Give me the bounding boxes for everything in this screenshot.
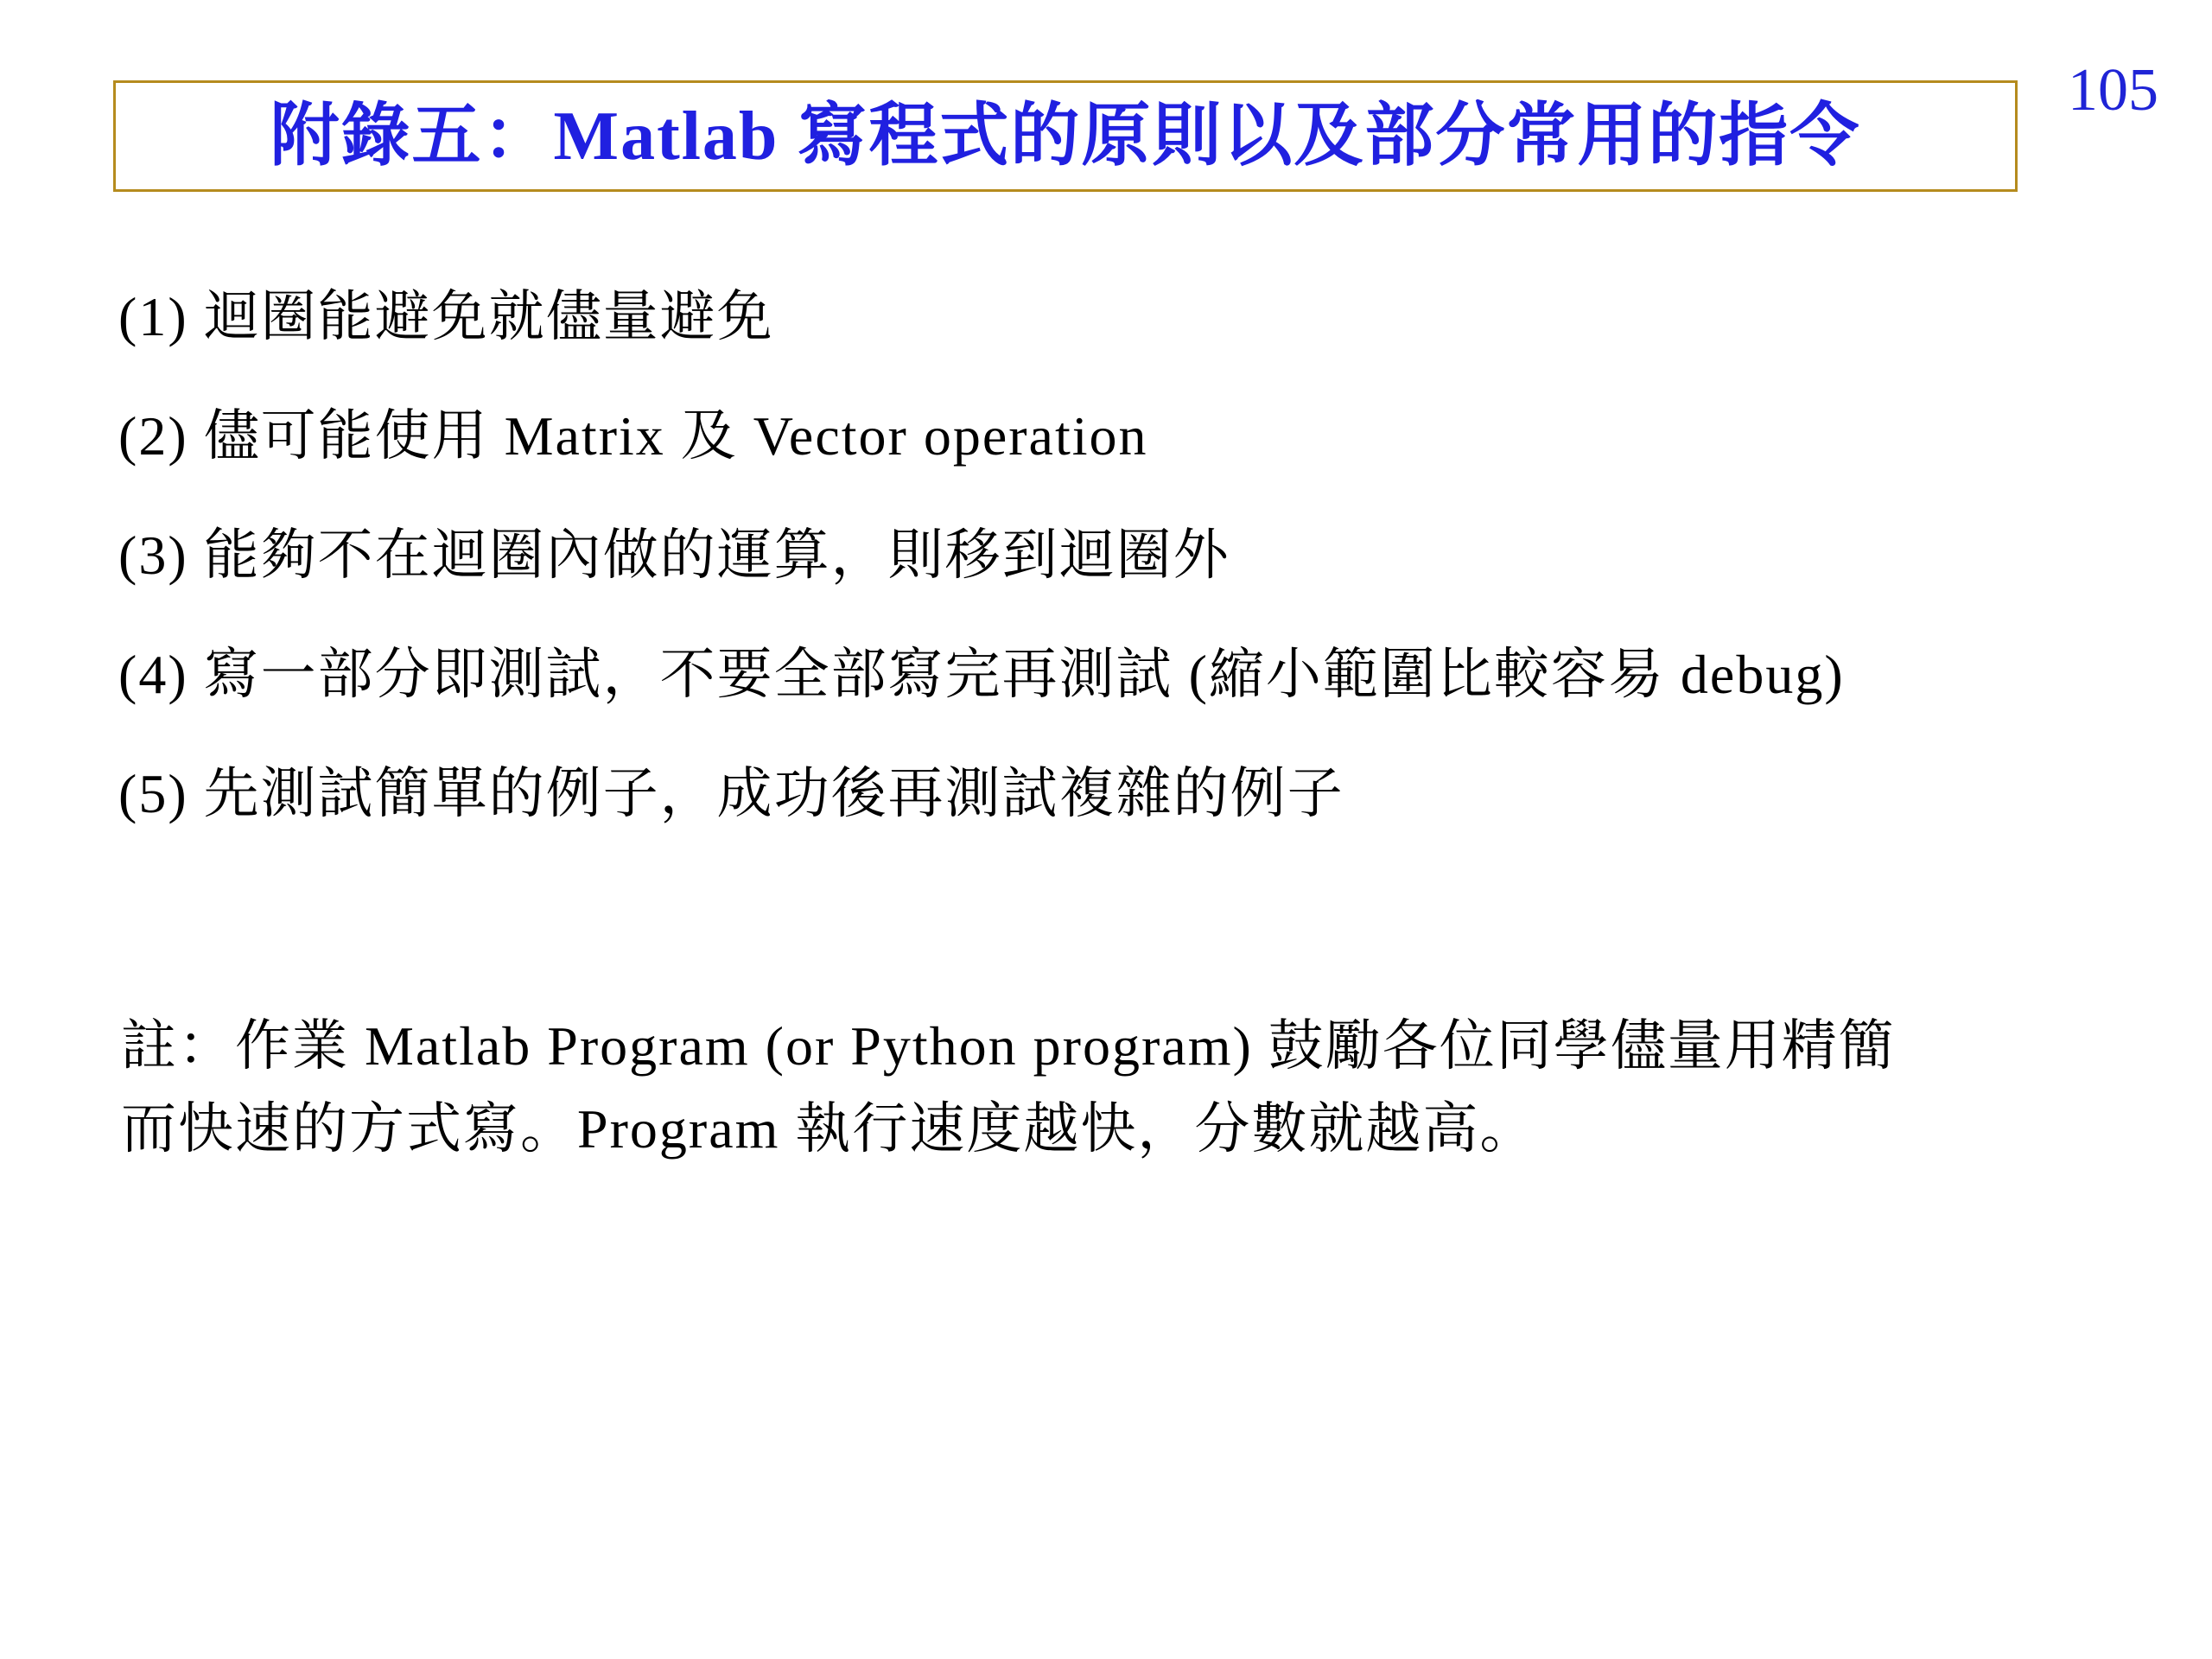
note [121, 1005, 2048, 1171]
rule-item-4: (4) 寫一部分即測試，不要全部寫完再測試 (縮小範圍比較容易 debug) [118, 644, 1845, 705]
page-number: 105 [2068, 57, 2158, 124]
slide-title: 附錄五：Matlab 寫程式的原則以及部分常用的指令 [270, 98, 1861, 175]
rule-item-1: (1) 迴圈能避免就儘量避免 [118, 286, 774, 347]
note-line-2: 而快速的方式寫。Program 執行速度越快，分數就越高。 [121, 1098, 1537, 1160]
rule-item-3: (3) 能夠不在迴圈內做的運算，則移到迴圈外 [118, 524, 1230, 586]
rule-item-5: (5) 先測試簡單的例子，成功後再測試複雜的例子 [118, 763, 1344, 824]
title-box [113, 80, 2018, 192]
note-line-1: 註：作業 Matlab Program (or Python program) 鼓勵各位同學儘量用精簡 [121, 1015, 1896, 1077]
rule-item-2: (2) 儘可能使用 Matrix 及 Vector operation [118, 405, 1148, 467]
rule-list [118, 286, 1845, 886]
